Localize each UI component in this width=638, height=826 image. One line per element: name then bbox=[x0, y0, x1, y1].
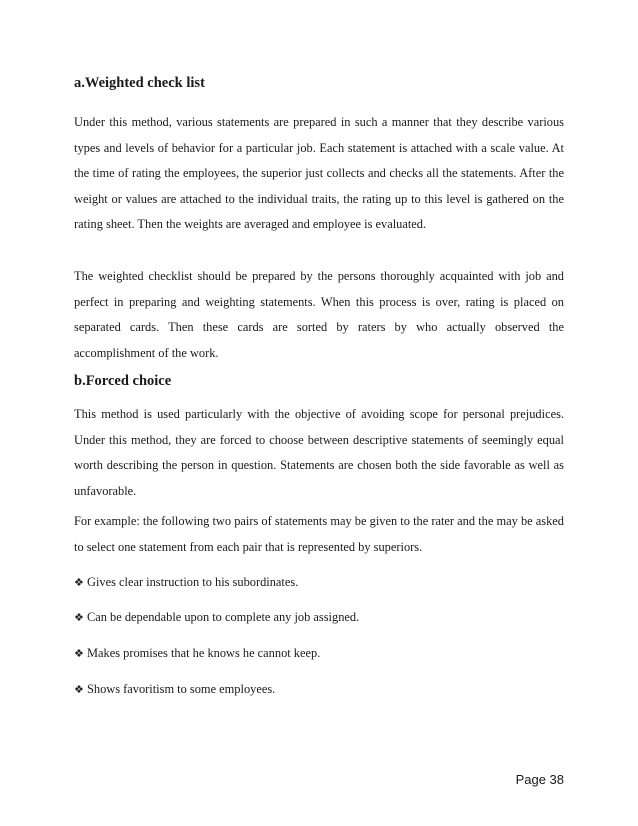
list-item bbox=[74, 573, 564, 592]
list-item-text: Can be dependable upon to complete any job assigned. bbox=[87, 610, 360, 624]
paragraph-forced-1: This method is used particularly with the objective of avoiding scope for personal prejudices. Under this method, they are forced to choose between descriptive statements of seemingly equal worth describing the person in question. Statements are chosen both the side favorable as well as unfavorable. bbox=[74, 407, 564, 498]
diamond-bullet-icon: ❖ bbox=[74, 683, 84, 696]
page-number: Page 38 bbox=[515, 772, 564, 787]
list-item bbox=[74, 680, 564, 699]
paragraph-forced-2: For example: the following two pairs of statements may be given to the rater and the may be asked to select one statement from each pair that is represented by superiors. bbox=[74, 514, 564, 554]
list-item-text: Makes promises that he knows he cannot keep. bbox=[87, 646, 321, 660]
paragraph-weighted-1: Under this method, various statements are prepared in such a manner that they describe various types and levels of behavior for a particular job. Each statement is attached with a scale value. At the time of rating the employees, the superior just collects and checks all the statements. After the weight or values are attached to the individual traits, the rating up to this level is gathered on the rating sheet. Then the weights are averaged and employee is evaluated. bbox=[74, 115, 564, 232]
paragraph-weighted-2: The weighted checklist should be prepared by the persons thoroughly acquainted with job and perfect in preparing and weighting statements. When this process is over, rating is placed on separated cards. Then these cards are sorted by raters by who actually observed the accomplishment of the work. bbox=[74, 269, 564, 360]
section-heading-forced-choice: b.Forced choice bbox=[74, 373, 172, 389]
section-heading-weighted-check-list: a.Weighted check list bbox=[74, 75, 205, 91]
list-item bbox=[74, 644, 564, 663]
list-item-text: Shows favoritism to some employees. bbox=[87, 682, 276, 696]
list-item-text: Gives clear instruction to his subordinates. bbox=[87, 575, 299, 589]
list-item bbox=[74, 608, 564, 627]
diamond-bullet-icon: ❖ bbox=[74, 611, 84, 624]
diamond-bullet-icon: ❖ bbox=[74, 576, 84, 589]
diamond-bullet-icon: ❖ bbox=[74, 647, 84, 660]
